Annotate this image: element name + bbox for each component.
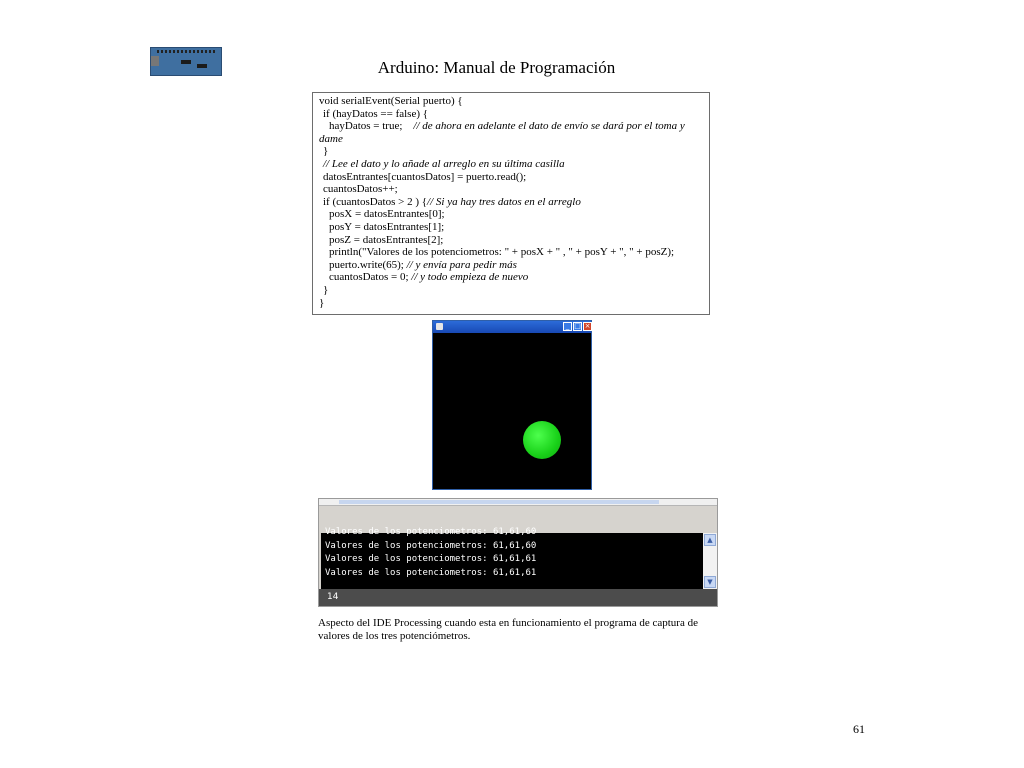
code-line: cuantosDatos = 0; // y todo empieza de nuevo [329,271,529,284]
minimize-button[interactable]: _ [563,322,572,331]
code-line: puerto.write(65); // y envía para pedir más [329,258,517,271]
status-line-number: 14 [319,589,717,606]
console-output [321,527,703,589]
page-number: 61 [853,722,865,736]
close-button[interactable]: × [584,322,591,330]
sketch-title-bar [433,321,591,333]
code-line: if (cuantosDatos > 2 ) {// Si ya hay tres datos en el arreglo [323,195,581,208]
console-line: Valores de los potenciometros: 61,61,61 [325,567,537,578]
header-pins [157,50,215,53]
code-line: } [323,145,329,158]
console-line: Valores de los potenciometros: 61,61,60 [325,540,537,551]
code-comment: // y envía para pedir más [406,258,517,271]
maximize-button[interactable]: □ [574,322,581,330]
green-ball [523,421,561,459]
code-line: posY = datosEntrantes[1]; [329,220,445,233]
code-line: datosEntrantes[cuantosDatos] = puerto.read(); [323,170,527,183]
vertical-scrollbar[interactable] [703,533,717,589]
code-line: posZ = datosEntrantes[2]; [329,233,444,246]
console-line: Valores de los potenciometros: 61,61,60 [325,527,537,537]
page-title: Arduino: Manual de Programación [377,58,616,77]
scroll-up-icon[interactable]: ▲ [704,534,716,546]
code-comment: // de ahora en adelante el dato de envío se dará por el toma y dame [319,120,685,145]
scroll-down-icon[interactable]: ▼ [704,576,716,588]
code-line: } [319,296,325,309]
code-line: } [323,283,329,296]
horizontal-scrollbar[interactable] [319,499,717,506]
code-line: posX = datosEntrantes[0]; [329,208,445,221]
code-comment: // y todo empieza de nuevo [411,271,529,284]
code-line: if (hayDatos == false) { [323,107,429,120]
code-listing [312,92,710,315]
processing-sketch-window [432,320,592,490]
code-line: cuantosDatos++; [323,183,398,196]
code-line: void serialEvent(Serial puerto) { [319,95,463,107]
app-icon [436,323,443,330]
processing-ide-console [318,498,718,607]
code-line: hayDatos = true; // de ahora en adelante el dato de envío se dará por el toma y dame [319,120,685,145]
code-line [319,158,703,171]
code-comment: // Lee el dato y lo añade al arreglo en su última casilla [323,157,565,170]
code-comment: // Si ya hay tres datos en el arreglo [427,195,581,208]
figure-caption: Aspecto del IDE Processing cuando esta en funcionamiento el programa de captura de valores de los tres potenciómetros. [318,617,698,642]
code-line: println("Valores de los potenciometros: " + posX + " , " + posY + ", " + posZ); [329,246,675,259]
console-line: Valores de los potenciometros: 61,61,61 [325,554,537,565]
scroll-thumb[interactable] [339,500,659,504]
